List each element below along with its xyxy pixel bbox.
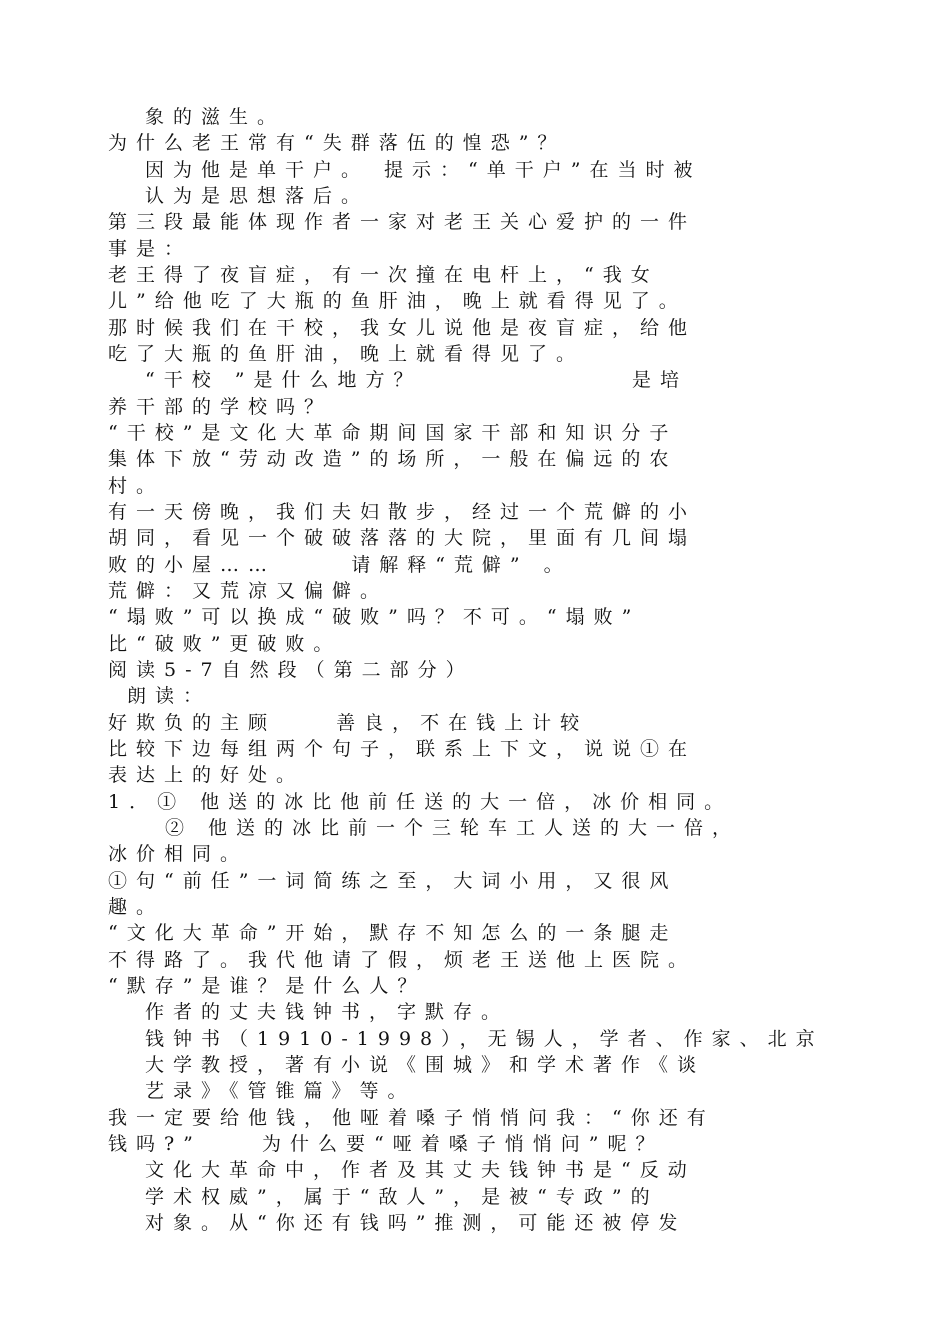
text-line: 有一天傍晚，我们夫妇散步，经过一个荒僻的小 xyxy=(108,501,697,523)
text-line: ② 他送的冰比前一个三轮车工人送的大一倍， xyxy=(165,817,741,839)
text-line: 集体下放“劳动改造”的场所，一般在偏远的农 xyxy=(108,448,678,470)
text-line: 因为他是单干户。 提示：“单干户”在当时被 xyxy=(145,159,702,181)
text-line: 趣。 xyxy=(108,896,165,918)
text-line: 为什么老王常有“失群落伍的惶恐”？ xyxy=(108,132,566,154)
text-line: 象的滋生。 xyxy=(145,106,286,128)
text-line: 表达上的好处。 xyxy=(108,764,305,786)
text-line: 文化大革命中，作者及其丈夫钱钟书是“反动 xyxy=(145,1159,696,1181)
text-line: 那时候我们在干校，我女儿说他是夜盲症，给他 xyxy=(108,317,697,339)
text-line: 1．① 他送的冰比他前任送的大一倍，冰价相同。 xyxy=(108,791,733,813)
text-line: 对象。从“你还有钱吗”推测，可能还被停发 xyxy=(145,1212,687,1234)
text-line: 比“破败”更破败。 xyxy=(108,633,342,655)
text-line: 不得路了。我代他请了假，烦老王送他上医院。 xyxy=(108,949,697,971)
text-line: 吃了大瓶的鱼肝油，晚上就看得见了。 xyxy=(108,343,585,365)
text-line: 好欺负的主顾 善良，不在钱上计较 xyxy=(108,712,589,734)
text-line: 我一定要给他钱，他哑着嗓子悄悄问我：“你还有 xyxy=(108,1107,715,1129)
text-line: 学术权威”，属于“敌人”，是被“专政”的 xyxy=(145,1186,659,1208)
text-line: 老王得了夜盲症，有一次撞在电杆上，“我女 xyxy=(108,264,659,286)
text-line: 败的小屋…… 请解释“荒僻” 。 xyxy=(108,554,572,576)
text-line: 艺录》《管锥篇》等。 xyxy=(145,1080,416,1102)
text-line: 钱钟书（1910-1998），无锡人，学者、作家、北京 xyxy=(145,1028,824,1050)
text-line: “默存”是谁？是什么人？ xyxy=(108,975,426,997)
text-line: 大学教授，著有小说《围城》和学术著作《谈 xyxy=(145,1054,706,1076)
text-line: ①句“前任”一词简练之至，大词小用，又很风 xyxy=(108,870,678,892)
text-line: 认为是思想落后。 xyxy=(145,185,370,207)
text-line: 钱吗?” 为什么要“哑着嗓子悄悄问”呢？ xyxy=(108,1133,664,1155)
text-line: “干校 ”是什么地方？ 是培 xyxy=(145,369,689,391)
text-line: 第三段最能体现作者一家对老王关心爱护的一件 xyxy=(108,211,697,233)
text-line: 比较下边每组两个句子，联系上下文，说说①在 xyxy=(108,738,697,760)
text-line: “文化大革命”开始，默存不知怎么的一条腿走 xyxy=(108,922,678,944)
text-line: 村。 xyxy=(108,475,165,497)
section-heading: 阅读5-7自然段（第二部分） xyxy=(108,659,474,681)
text-line: 冰价相同。 xyxy=(108,843,249,865)
text-line: 荒僻：又荒凉又偏僻。 xyxy=(108,580,389,602)
text-line: 儿”给他吃了大瓶的鱼肝油，晚上就看得见了。 xyxy=(108,290,687,312)
text-line: 作者的丈夫钱钟书，字默存。 xyxy=(145,1001,510,1023)
text-line: 胡同，看见一个破破落落的大院，里面有几间塌 xyxy=(108,527,697,549)
text-line: “干校”是文化大革命期间国家干部和知识分子 xyxy=(108,422,678,444)
text-line: 朗读： xyxy=(127,685,212,707)
text-line: 事是： xyxy=(108,238,193,260)
text-line: 养干部的学校吗？ xyxy=(108,396,333,418)
text-line: “塌败”可以换成“破败”吗？不可。“塌败” xyxy=(108,606,641,628)
